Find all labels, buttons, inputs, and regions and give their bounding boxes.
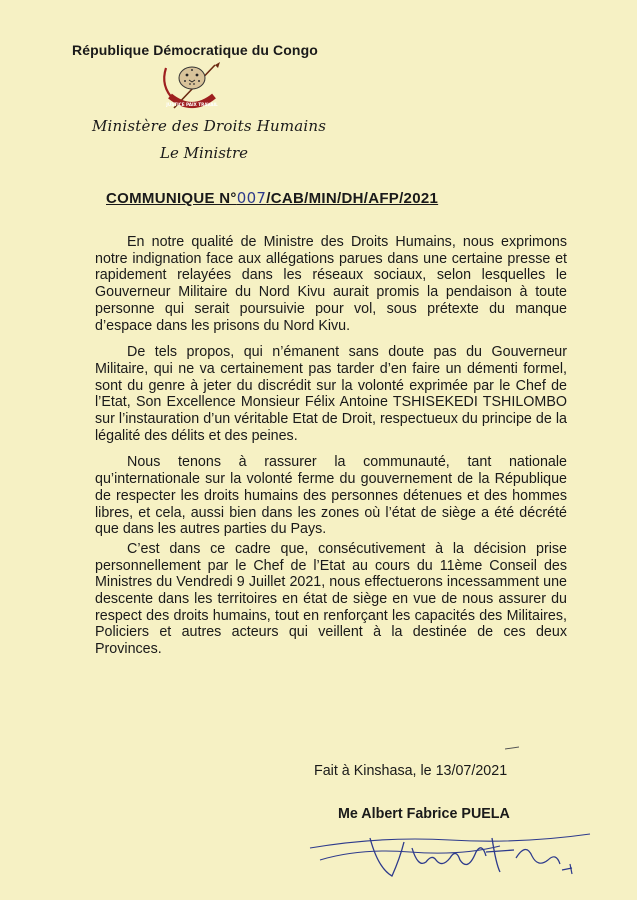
country-heading: République Démocratique du Congo — [72, 42, 318, 58]
office-heading: Le Ministre — [160, 144, 248, 162]
pen-mark-icon — [505, 746, 519, 750]
signer-name: Me Albert Fabrice PUELA — [338, 806, 510, 822]
communique-suffix: /CAB/MIN/DH/AFP/2021 — [266, 190, 439, 207]
coat-of-arms-icon — [152, 62, 232, 114]
svg-text:JUSTICE PAIX TRAVAIL: JUSTICE PAIX TRAVAIL — [166, 102, 218, 107]
paragraph-1: En notre qualité de Ministre des Droits Humains, nous exprimons notre indignation face aux allégations parues dans une certaine presse et rapidement relayées dans les réseaux sociaux, selon lesquelles le Gouverneur Militaire du Nord Kivu aurait promis la pendaison à toute personne qui serait poursuivie pour vol, sous prétexte du manque d’espace dans les prisons du Nord Kivu. — [95, 234, 567, 334]
paragraph-2: De tels propos, qui n’émanent sans doute pas du Gouverneur Militaire, qui ne va certainement pas tarder d’en faire un démenti formel, sont du genre à jeter du discrédit sur la volonté exprimée par le Chef de l’Etat, Son Excellence Monsieur Félix Antoine TSHISEKEDI TSHILOMBO sur l’instauration d’un véritable Etat de Droit, respectueux du principe de la légalité des délits et des peines. — [95, 344, 567, 444]
handwritten-signature-icon — [300, 808, 600, 888]
paragraph-3: Nous tenons à rassurer la communauté, tant nationale qu’internationale sur la volonté ferme du gouvernement de la République de respecter les droits humains des personnes détenues et des hommes libres, et cela, aussi bien dans les zones où l’état de siège a été décrété que dans les autres parties du Pays. — [95, 454, 567, 538]
paragraph-4: C’est dans ce cadre que, consécutivement à la décision prise personnellement par le Chef de l’Etat au cours du 11ème Conseil des Ministres du Vendredi 9 Juillet 2021, nous effectuerons incessamment une descente dans les territoires en état de siège en vue de nous assurer du respect des droits humains, tout en renforçant les capacités des Militaires, Policiers et autres acteurs qui veillent à la destinée de ces deux Provinces. — [95, 540, 567, 658]
communique-title — [106, 189, 438, 207]
place-and-date: Fait à Kinshasa, le 13/07/2021 — [314, 763, 508, 779]
communique-body — [95, 234, 567, 668]
communique-prefix: COMMUNIQUE N° — [106, 190, 237, 207]
communique-number: 007 — [236, 189, 267, 207]
ministry-heading: Ministère des Droits Humains — [92, 117, 327, 135]
